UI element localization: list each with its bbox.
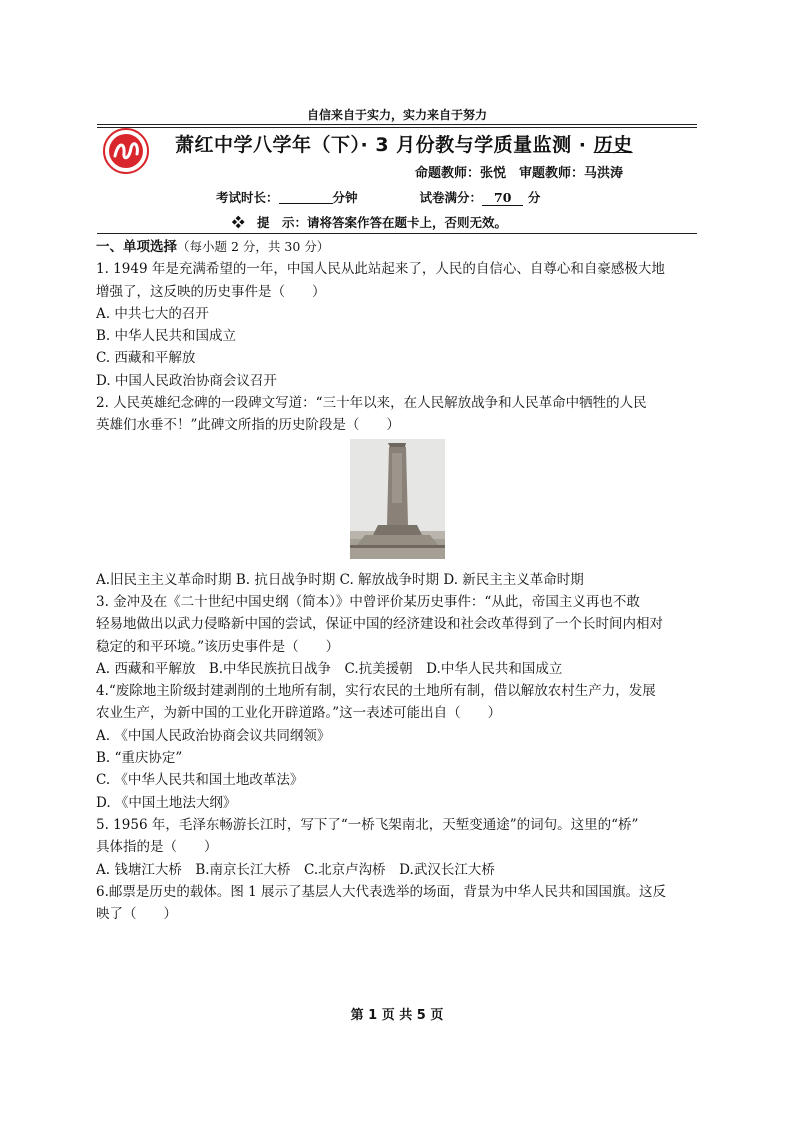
q1-stem-1: 1. 1949 年是充满希望的一年，中国人民从此站起来了，人民的自信心、自尊心和自豪感极大地: [96, 261, 665, 278]
time-unit: 分钟: [332, 190, 358, 205]
q4-option-b: B. “重庆协定”: [96, 750, 183, 767]
monument-image: [350, 439, 445, 559]
q1-option-a: A. 中共七大的召开: [96, 305, 209, 322]
q2-stem-2: 英雄们水垂不！”此碑文所指的历史阶段是（ ）: [96, 417, 400, 434]
score-label: 试卷满分：: [419, 190, 483, 205]
q3-options: A. 西藏和平解放 B.中华民族抗日战争 C.抗美援朝 D.中华人民共和国成立: [96, 660, 563, 677]
q1-stem-2: 增强了，这反映的历史事件是（ ）: [96, 283, 326, 300]
question-content: [96, 236, 700, 925]
section-heading: [96, 236, 700, 258]
header-rule: [97, 124, 697, 125]
score-value: 70: [482, 190, 523, 206]
q5-options: A. 钱塘江大桥 B.南京长江大桥 C.北京卢沟桥 D.武汉长江大桥: [96, 861, 495, 878]
exam-title-main: 萧红中学八学年（下）· 3 月份教与学质量监测 ·: [175, 134, 594, 156]
school-logo-icon: [103, 128, 149, 174]
q5-stem-2: 具体指的是（ ）: [96, 839, 218, 856]
q3-stem-1: 3. 金冲及在《二十世纪中国史纲（简本）》中曾评价某历史事件：“从此，帝国主义再也不敢: [96, 593, 640, 610]
exam-info: [216, 188, 540, 206]
q4-stem-2: 农业生产，为新中国的工业化开辟道路。”这一表述可能出自（ ）: [96, 705, 502, 722]
q6-stem-2: 映了（ ）: [96, 906, 177, 923]
q4-option-d: D. 《中国土地法大纲》: [96, 794, 237, 811]
q4-option-c: C. 《中华人民共和国土地改革法》: [96, 772, 304, 789]
divider: [97, 233, 697, 234]
q4-stem-1: 4.“废除地主阶级封建剥削的土地所有制，实行农民的土地所有制，借以解放农村生产力，发展: [96, 683, 656, 700]
q5-stem-1: 5. 1956 年，毛泽东畅游长江时，写下了“一桥飞架南北，天堑变通途”的词句。这里的“桥”: [96, 816, 639, 833]
header-motto: 自信来自于实力，实力来自于努力: [306, 108, 487, 122]
q3-stem-2: 轻易地做出以武力侵略新中国的尝试，保证中国的经济建设和社会改革得到了一个长时间内相对: [96, 616, 663, 633]
page-number: 第 1 页 共 5 页: [350, 1008, 444, 1023]
score-unit: 分: [527, 190, 541, 205]
q2-stem-1: 2. 人民英雄纪念碑的一段碑文写道：“三十年以来，在人民解放战争和人民革命中牺牲的人民: [96, 395, 647, 412]
time-label: 考试时长：: [216, 190, 279, 205]
teachers-line: 命题教师：张悦 审题教师：马洪涛: [415, 166, 624, 181]
q1-option-d: D. 中国人民政治协商会议召开: [96, 372, 277, 389]
q4-option-a: A. 《中国人民政治协商会议共同纲领》: [96, 727, 331, 744]
q1-option-c: C. 西藏和平解放: [96, 350, 196, 367]
section-title: 一、单项选择: [96, 239, 177, 255]
q3-stem-3: 稳定的和平环境。”该历史事件是（ ）: [96, 638, 340, 655]
header-rule-2: [97, 127, 697, 128]
exam-title-subject: 历史: [593, 134, 633, 156]
section-note: （每小题 2 分，共 30 分）: [177, 239, 330, 254]
exam-title: [175, 130, 633, 157]
monument-figure: [96, 437, 700, 569]
q1-option-b: B. 中华人民共和国成立: [96, 328, 237, 345]
time-blank: [279, 189, 333, 204]
q2-options: A.旧民主主义革命时期 B. 抗日战争时期 C. 解放战争时期 D. 新民主主义革命时期: [96, 571, 584, 588]
q6-stem-1: 6.邮票是历史的载体。图 1 展示了基层人大代表选举的场面，背景为中华人民共和国国旗。这反: [96, 883, 667, 900]
exam-tip: ❖ 提 示：请将答案作答在题卡上，否则无效。: [232, 215, 508, 230]
